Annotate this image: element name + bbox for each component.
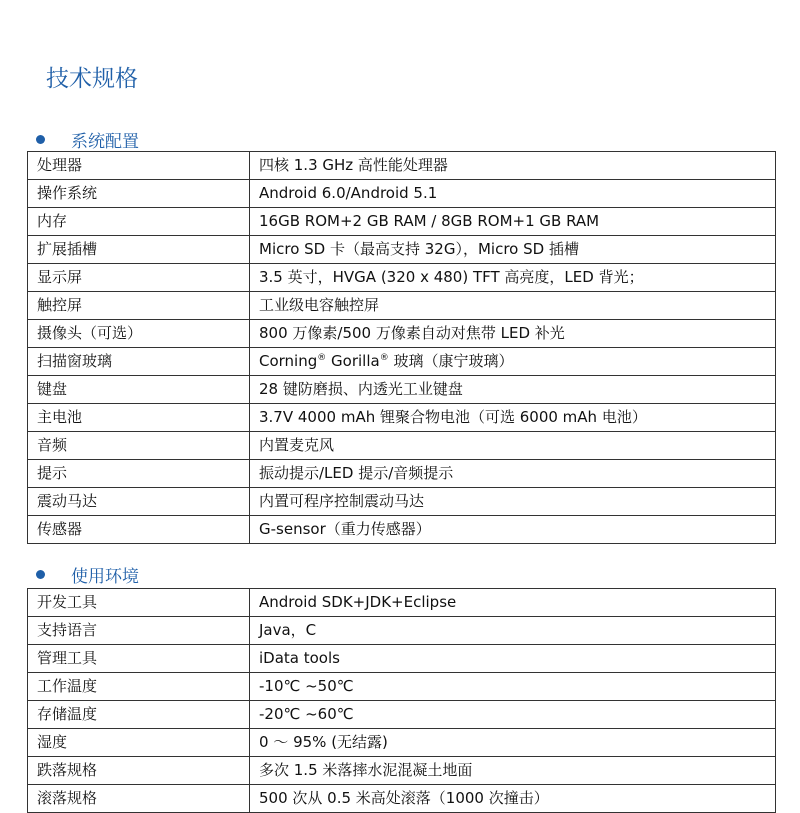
table-row (28, 320, 776, 348)
table-row (28, 404, 776, 432)
spec-key: 主电池 (28, 404, 250, 432)
table-row (28, 432, 776, 460)
table-row (28, 757, 776, 785)
spec-key: 扫描窗玻璃 (28, 348, 250, 376)
spec-key: 湿度 (28, 729, 250, 757)
table-row (28, 236, 776, 264)
spec-key: 音频 (28, 432, 250, 460)
table-row (28, 729, 776, 757)
spec-value: 500 次从 0.5 米高处滚落（1000 次撞击） (250, 785, 776, 813)
value-text: Gorilla (326, 352, 380, 370)
spec-value: Micro SD 卡（最高支持 32G），Micro SD 插槽 (250, 236, 776, 264)
table-row (28, 645, 776, 673)
table-row (28, 348, 776, 376)
spec-key: 处理器 (28, 152, 250, 180)
spec-value: 工业级电容触控屏 (250, 292, 776, 320)
table-row (28, 460, 776, 488)
table-row (28, 292, 776, 320)
spec-key: 存储温度 (28, 701, 250, 729)
page-title: 技术规格 (46, 66, 138, 92)
spec-key: 提示 (28, 460, 250, 488)
spec-key: 摄像头（可选） (28, 320, 250, 348)
table-row (28, 264, 776, 292)
spec-value: iData tools (250, 645, 776, 673)
table-row (28, 701, 776, 729)
system-config-table (27, 151, 776, 544)
section-heading-label: 使用环境 (71, 567, 139, 587)
spec-key: 扩展插槽 (28, 236, 250, 264)
registered-mark: ® (317, 353, 327, 363)
spec-value: 800 万像素/500 万像素自动对焦带 LED 补光 (250, 320, 776, 348)
value-text: 玻璃（康宁玻璃） (388, 352, 514, 370)
table-row (28, 673, 776, 701)
table-row (28, 376, 776, 404)
table-row (28, 516, 776, 544)
table-row (28, 152, 776, 180)
spec-value (250, 348, 776, 376)
table-row (28, 180, 776, 208)
section-heading-label: 系统配置 (71, 132, 139, 152)
registered-mark: ® (379, 353, 389, 363)
spec-key: 开发工具 (28, 589, 250, 617)
spec-key: 支持语言 (28, 617, 250, 645)
table-row (28, 785, 776, 813)
spec-value: Android SDK+JDK+Eclipse (250, 589, 776, 617)
table-row (28, 589, 776, 617)
spec-value: 28 键防磨损、内透光工业键盘 (250, 376, 776, 404)
spec-value: 3.7V 4000 mAh 锂聚合物电池（可选 6000 mAh 电池） (250, 404, 776, 432)
spec-key: 滚落规格 (28, 785, 250, 813)
spec-value: 0 ～ 95% (无结露) (250, 729, 776, 757)
bullet-icon (36, 135, 45, 144)
spec-value: -20℃ ~60℃ (250, 701, 776, 729)
spec-value: Java，C (250, 617, 776, 645)
section-heading-environment (36, 562, 139, 587)
spec-value: 16GB ROM+2 GB RAM / 8GB ROM+1 GB RAM (250, 208, 776, 236)
bullet-icon (36, 570, 45, 579)
spec-value: Android 6.0/Android 5.1 (250, 180, 776, 208)
spec-key: 震动马达 (28, 488, 250, 516)
spec-key: 操作系统 (28, 180, 250, 208)
spec-key: 工作温度 (28, 673, 250, 701)
spec-value: 3.5 英寸，HVGA (320 x 480) TFT 高亮度，LED 背光； (250, 264, 776, 292)
spec-key: 传感器 (28, 516, 250, 544)
spec-key: 内存 (28, 208, 250, 236)
spec-key: 显示屏 (28, 264, 250, 292)
table-row (28, 617, 776, 645)
spec-value: G-sensor（重力传感器） (250, 516, 776, 544)
section-heading-system-config (36, 127, 139, 152)
spec-key: 键盘 (28, 376, 250, 404)
spec-key: 触控屏 (28, 292, 250, 320)
spec-value: -10℃ ~50℃ (250, 673, 776, 701)
spec-value: 四核 1.3 GHz 高性能处理器 (250, 152, 776, 180)
spec-value: 振动提示/LED 提示/音频提示 (250, 460, 776, 488)
table-row (28, 488, 776, 516)
value-text: Corning (259, 352, 318, 370)
environment-table (27, 588, 776, 813)
spec-key: 管理工具 (28, 645, 250, 673)
spec-value: 内置可程序控制震动马达 (250, 488, 776, 516)
spec-value: 多次 1.5 米落摔水泥混凝土地面 (250, 757, 776, 785)
table-row (28, 208, 776, 236)
spec-value: 内置麦克风 (250, 432, 776, 460)
spec-key: 跌落规格 (28, 757, 250, 785)
